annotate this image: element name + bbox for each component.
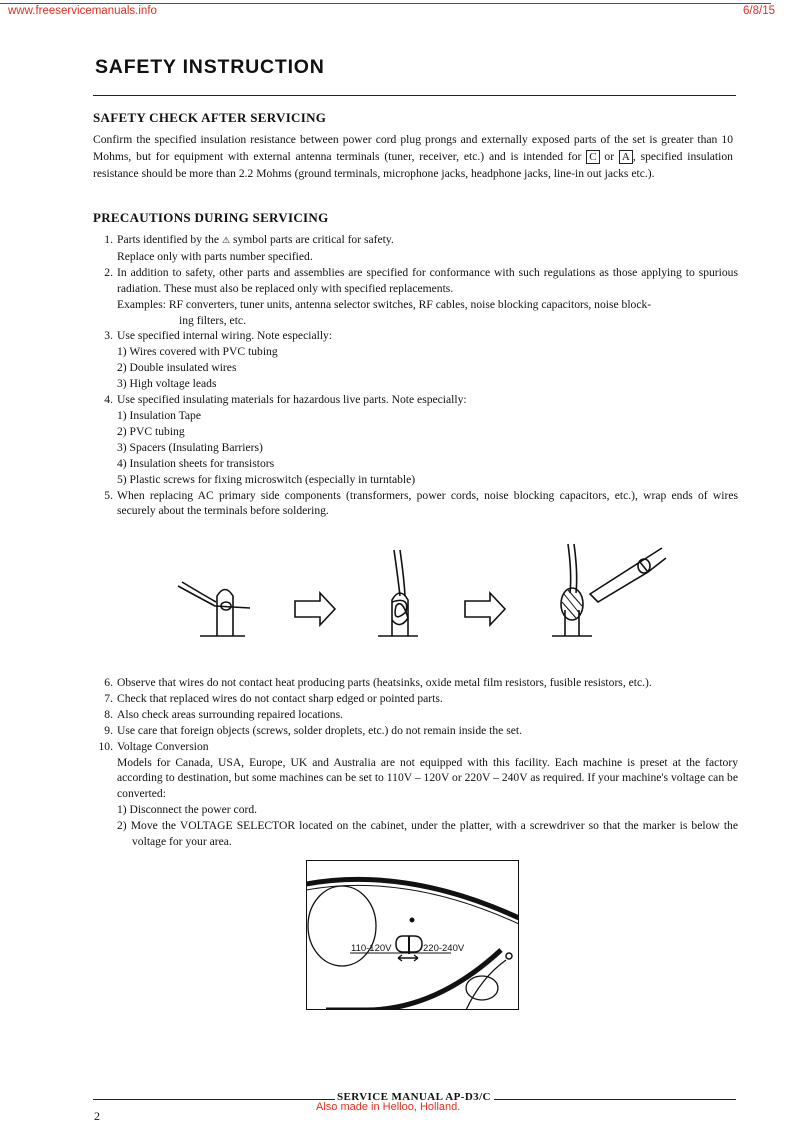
class-c-box: C	[586, 150, 599, 164]
item-number: 3.	[104, 329, 113, 343]
list-item	[93, 488, 738, 520]
precautions-list-a	[93, 232, 738, 519]
soldering-iron-icon	[590, 562, 648, 602]
list-item	[93, 232, 738, 265]
sub-item: 2) Double insulated wires	[117, 361, 237, 375]
wire-straight-2	[182, 582, 216, 602]
sub-item: 1) Insulation Tape	[117, 408, 201, 422]
item-number: 1.	[104, 233, 113, 246]
footer-rule-left	[93, 1099, 335, 1100]
list-item	[93, 691, 738, 707]
item-text: symbol parts are critical for safety.	[232, 233, 394, 246]
item-text: Use specified internal wiring. Note especially:	[117, 329, 333, 343]
wire-straight	[178, 586, 250, 608]
item-text: Check that replaced wires do not contact sharp edged or pointed parts.	[117, 691, 443, 705]
item-paragraph: Models for Canada, USA, Europe, UK and Australia are not equipped with this facility. Each machine is preset at the factory according to destination, but some machines can be set to 110V – 120V or 220V – 240V as required. If your machine's voltage can be converted:	[117, 755, 738, 801]
selector-right-label: 220-240V	[423, 943, 465, 954]
list-item	[93, 265, 738, 329]
sub-item: 3) High voltage leads	[117, 377, 217, 391]
item-text: Use care that foreign objects (screws, solder droplets, etc.) do not remain inside the set.	[117, 723, 523, 737]
warning-icon: ⚠	[221, 235, 231, 245]
item-number: 10.	[98, 739, 113, 753]
item-text: When replacing AC primary side components (transformers, power cords, noise blocking capacitors, etc.), wrap ends of wires securely about the terminals before soldering.	[117, 488, 738, 518]
item-number: 2.	[104, 265, 113, 279]
sub-item: 3) Spacers (Insulating Barriers)	[117, 440, 263, 454]
list-item	[93, 739, 738, 850]
arrow-right-icon-2	[465, 593, 505, 625]
check-paragraph	[93, 131, 733, 182]
item-examples: Examples: RF converters, tuner units, antenna selector switches, RF cables, noise blocking capacitors, noise block-	[117, 297, 652, 311]
sub-item: 1) Wires covered with PVC tubing	[117, 345, 278, 359]
sub-item: 2) Move the VOLTAGE SELECTOR located on the cabinet, under the platter, with a screwdriver so that the marker is below the voltage for your area.	[117, 819, 738, 849]
double-arrow-icon	[398, 955, 418, 961]
sub-item: 5) Plastic screws for fixing microswitch (especially in turntable)	[117, 472, 416, 486]
footer-rule-right	[494, 1099, 736, 1100]
item-number: 9.	[104, 723, 113, 737]
item-text: Use specified insulating materials for hazardous live parts. Note especially:	[117, 393, 467, 407]
item-text: Observe that wires do not contact heat producing parts (heatsinks, oxide metal film resistors, fusible resistors, etc.).	[117, 676, 652, 689]
sub-item: 4) Insulation sheets for transistors	[117, 456, 275, 470]
footer-made: Also made in Helloo, Holland.	[316, 1101, 461, 1113]
wire-wrapping-figure	[170, 538, 670, 648]
sub-item: 2) PVC tubing	[117, 424, 185, 438]
list-item	[93, 707, 738, 723]
page-number: 2	[94, 1109, 100, 1123]
voltage-selector-figure	[306, 860, 519, 1010]
item-text: Voltage Conversion	[117, 739, 209, 753]
class-a-box: A	[619, 150, 633, 164]
item-subtext: Replace only with parts number specified.	[117, 249, 313, 263]
item-number: 7.	[104, 691, 113, 705]
item-number: 8.	[104, 707, 113, 721]
check-text-2: , specified insulation resistance should be more than 2.2 Mohms (ground terminals, microphone jacks, headphone jacks, line-in out jacks etc.).	[93, 150, 733, 180]
list-item	[93, 723, 738, 739]
item-number: 4.	[104, 393, 113, 407]
item-number: 6.	[104, 676, 113, 689]
list-item	[93, 328, 738, 392]
check-text-1: Confirm the specified insulation resistance between power cord plug prongs and externally exposed parts of the set is greater than 10 Mohms, but for equipment with external antenna terminals (tuner, receiver, etc.) and is intended for	[93, 133, 733, 163]
page-title: SAFETY INSTRUCTION	[95, 56, 325, 78]
arrow-right-icon	[295, 593, 335, 625]
wire-vertical	[394, 550, 405, 596]
sub-item: 1) Disconnect the power cord.	[117, 803, 258, 817]
footer-manual: SERVICE MANUAL AP-D3/C	[337, 1091, 491, 1103]
item-number: 5.	[104, 488, 113, 502]
header-rule	[0, 3, 771, 4]
title-rule	[93, 95, 736, 96]
item-text: In addition to safety, other parts and assemblies are specified for conformance with such regulations as those applying to spurious radiation. These must also be replaced only with specified replacements.	[117, 265, 738, 295]
check-heading: SAFETY CHECK AFTER SERVICING	[93, 110, 327, 125]
item-examples-cont: ing filters, etc.	[179, 313, 246, 327]
item-text: Parts identified by the	[117, 233, 220, 246]
header-date: 6/8/15	[743, 5, 775, 17]
terminal-lug	[217, 590, 233, 637]
precautions-heading: PRECAUTIONS DURING SERVICING	[93, 210, 329, 225]
selector-left-label: 110-120V	[351, 943, 392, 954]
item-text: Also check areas surrounding repaired locations.	[117, 707, 343, 721]
list-item	[93, 392, 738, 487]
check-text-or: or	[604, 150, 615, 163]
list-item	[93, 675, 738, 691]
source-link[interactable]: www.freeservicemanuals.info	[8, 5, 157, 17]
precautions-list-b	[93, 675, 738, 850]
